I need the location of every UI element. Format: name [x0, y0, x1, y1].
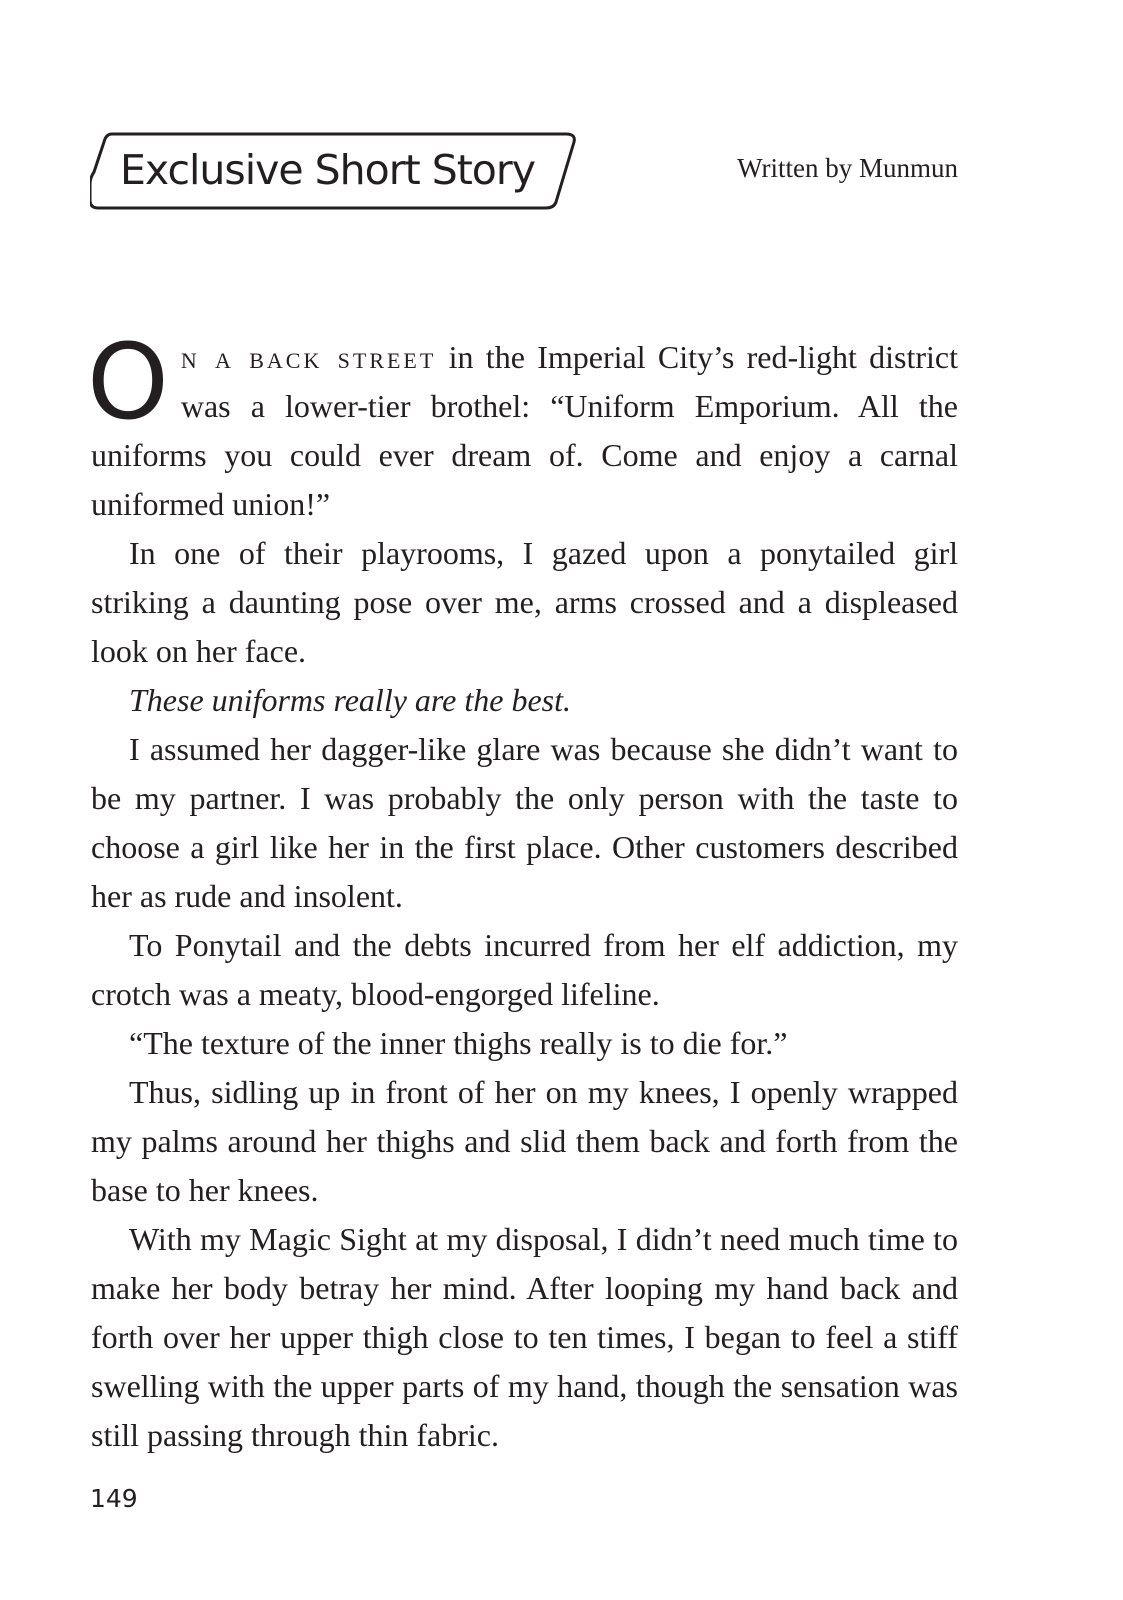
paragraph-1-text: in the Imperial City’s red-light district was a lower-tier brothel: “Uniform Emporium. All the uniforms you could ever dream of. Come and enjoy a carnal uniformed union!” — [91, 339, 958, 522]
page-number: 149 — [90, 1484, 138, 1513]
paragraph-2: In one of their playrooms, I gazed upon a ponytailed girl striking a daunting pose over me, arms crossed and a displeased look on her face. — [91, 535, 958, 669]
paragraph-6: “The texture of the inner thighs really is to die for.” — [129, 1025, 788, 1061]
paragraph-1 — [87, 321, 958, 529]
paragraph-5: To Ponytail and the debts incurred from her elf addiction, my crotch was a meaty, blood-engorged lifeline. — [91, 927, 958, 1012]
story-body — [87, 321, 958, 1460]
paragraph-3 — [91, 676, 958, 725]
lead-in-smallcaps: n a back street — [180, 339, 437, 375]
paragraph-8: With my Magic Sight at my disposal, I didn’t need much time to make her body betray her mind. After looping my hand back and forth over her upper thigh close to ten times, I began to feel a stiff swelling with the upper parts of my hand, though the sensation was still passing through thin fabric. — [91, 1221, 958, 1453]
byline: Written by Munmun — [737, 153, 958, 183]
title-box — [90, 132, 576, 210]
drop-cap: O — [87, 321, 169, 443]
paragraph-7: Thus, sidling up in front of her on my knees, I openly wrapped my palms around her thighs and slid them back and forth from the base to her knees. — [91, 1074, 958, 1208]
story-title: Exclusive Short Story — [120, 146, 536, 194]
paragraph-4: I assumed her dagger-like glare was because she didn’t want to be my partner. I was probably the only person with the taste to choose a girl like her in the first place. Other customers described her as rude and insolent. — [91, 731, 958, 914]
inner-thought: These uniforms really are the best. — [129, 682, 572, 718]
